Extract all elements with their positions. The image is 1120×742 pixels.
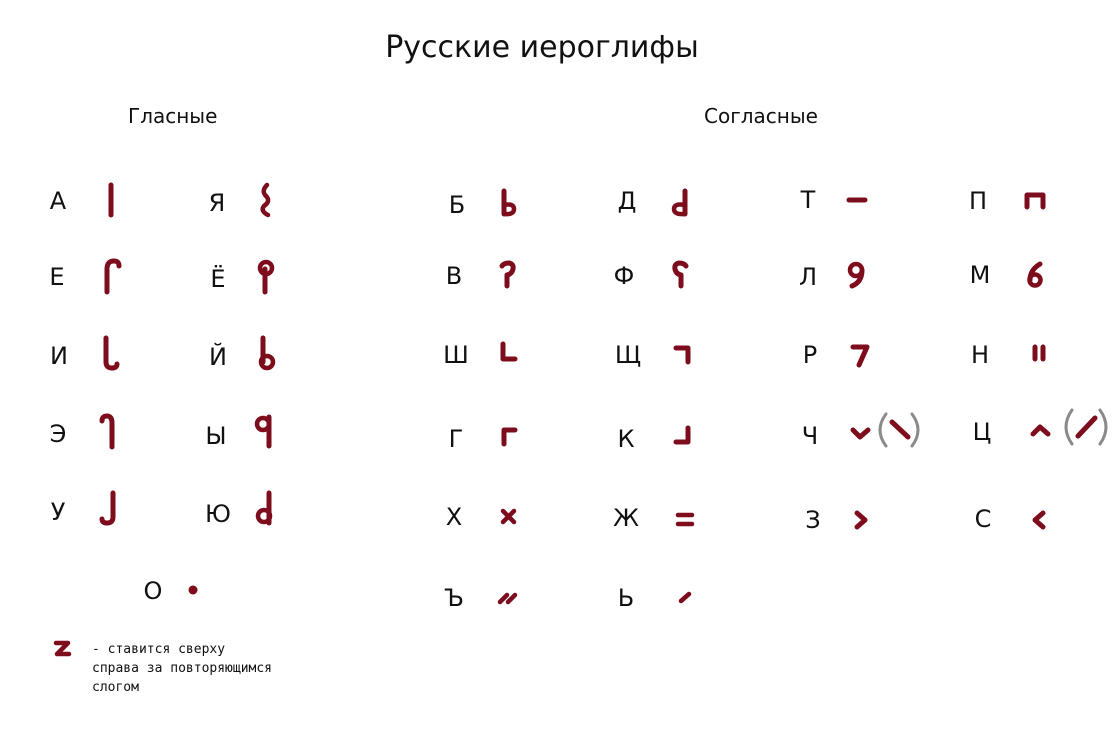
consonant-letter: Г [448,425,464,453]
reverse-hook-icon [666,258,696,294]
corner-bottom-left-icon [494,338,524,370]
consonant-letter: Щ [614,341,642,369]
hook-top-left-icon [97,257,125,297]
cross-icon [494,502,524,532]
double-slash-icon [494,584,524,610]
consonant-letter: Ж [613,504,639,532]
loop-top-stem-icon [252,257,280,297]
equals-icon [670,504,700,534]
vowel-letter: Е [49,263,65,291]
consonants-heading: Согласные [704,104,818,128]
vowel-letter: Й [209,343,227,371]
vowel-letter: Ы [205,422,227,450]
vowel-letter: У [50,498,66,526]
consonant-letter: Л [798,263,818,291]
consonant-letter: Х [445,503,463,531]
nine-shape-icon [842,258,872,294]
consonant-letter: Ч [801,422,819,450]
vowel-letter: Ю [205,500,231,528]
single-slash-icon [670,584,700,610]
consonant-letter: Д [617,187,637,215]
note-line: справа за повторяющимся [92,661,273,676]
consonant-letter: М [969,261,991,289]
corner-bottom-right-icon [668,420,698,452]
double-bar-icon [1024,338,1054,370]
wavy-vertical-icon [252,181,278,221]
vowel-letter: Я [208,189,226,217]
soft-sign-shape-icon [494,186,524,222]
consonant-letter: К [617,425,635,453]
vowel-letter: И [50,342,68,370]
consonant-letter: Т [800,186,816,214]
vowel-letter: О [143,577,163,605]
d-loop-icon [666,186,696,222]
consonant-letter: Р [802,341,818,369]
loop-left-stem-icon [252,412,280,452]
vowel-letter: Э [49,420,67,448]
consonant-letter: П [968,187,988,215]
consonant-letter: З [805,506,821,534]
consonant-letter: Ъ [444,584,464,612]
corner-top-left-icon [494,420,524,452]
hook-bottom-right-icon [96,334,124,374]
caret-with-slash-icon [1026,402,1118,452]
seven-shape-icon [846,338,876,372]
dot-icon [183,580,203,600]
stem-loop-bottom-left-icon [252,489,280,529]
consonant-letter: Ш [443,341,469,369]
page-title: Русские иероглифы [385,30,699,65]
z-mark-icon [52,638,74,660]
check-with-slash-icon [846,406,928,454]
dash-icon [843,188,873,212]
consonant-letter: В [445,262,463,290]
question-hook-icon [494,258,524,294]
six-shape-icon [1020,258,1050,294]
consonant-letter: Ц [972,418,992,446]
repeat-note [92,640,272,697]
vowel-letter: А [49,187,67,215]
pi-shape-icon [1020,188,1050,214]
consonant-letter: Ь [617,584,635,612]
stem-loop-bottom-icon [252,334,280,374]
vertical-bar-icon [98,181,124,221]
chevron-right-icon [846,504,876,536]
consonant-letter: Н [970,341,990,369]
note-line: слогом [92,680,139,695]
hook-top-right-icon [96,412,124,452]
vowels-heading: Гласные [128,104,218,128]
vowel-letter: Ё [210,265,226,293]
hook-bottom-left-icon [96,489,124,529]
note-line: - ставится сверху [92,642,226,657]
consonant-letter: С [974,505,992,533]
consonant-letter: Б [448,191,466,219]
corner-top-right-icon [668,338,698,370]
consonant-letter: Ф [613,262,635,290]
chevron-left-icon [1024,504,1054,536]
